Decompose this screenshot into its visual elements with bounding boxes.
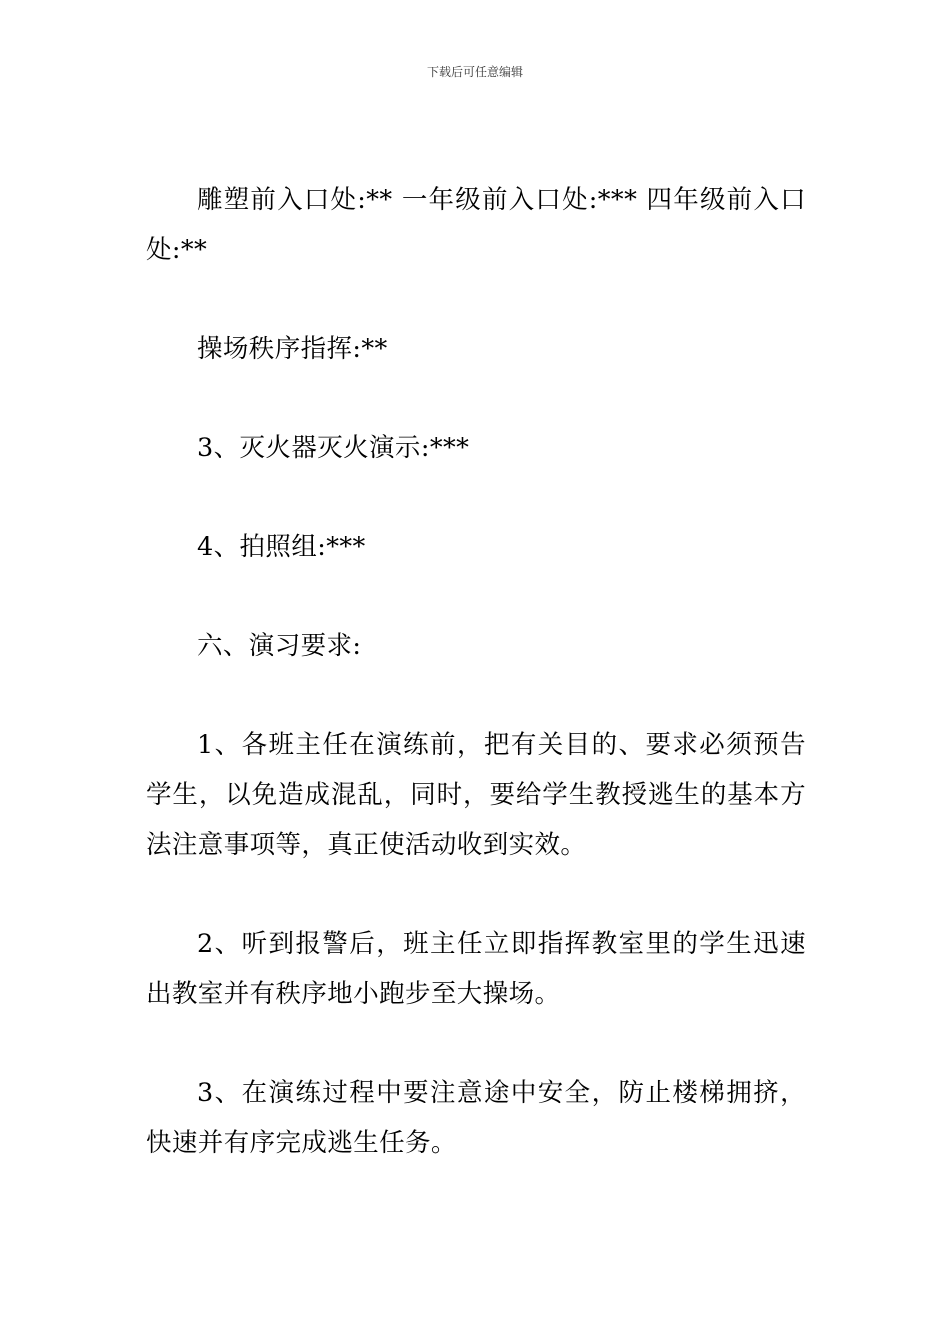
paragraph-requirement-1: 1、各班主任在演练前，把有关目的、要求必须预告学生，以免造成混乱，同时，要给学生教授逃生的基本方法注意事项等，真正使活动收到实效。	[146, 730, 806, 860]
paragraph-playground-order: 操场秩序指挥:**	[197, 334, 388, 364]
page-header: 下载后可任意编辑	[426, 65, 523, 79]
paragraph-requirement-3: 3、在演练过程中要注意途中安全，防止楼梯拥挤，快速并有序完成逃生任务。	[146, 1078, 806, 1158]
paragraph-photo-group: 4、拍照组:***	[197, 532, 366, 562]
document-body	[146, 175, 806, 1217]
paragraph-extinguisher-demo: 3、灭火器灭火演示:***	[197, 433, 470, 463]
paragraph-requirement-2: 2、听到报警后，班主任立即指挥教室里的学生迅速出教室并有秩序地小跑步至大操场。	[146, 929, 806, 1009]
paragraph-entrance-duty: 雕塑前入口处:** 一年级前入口处:*** 四年级前入口处:**	[146, 185, 806, 265]
section-heading-drill-requirements: 六、演习要求:	[197, 631, 362, 661]
